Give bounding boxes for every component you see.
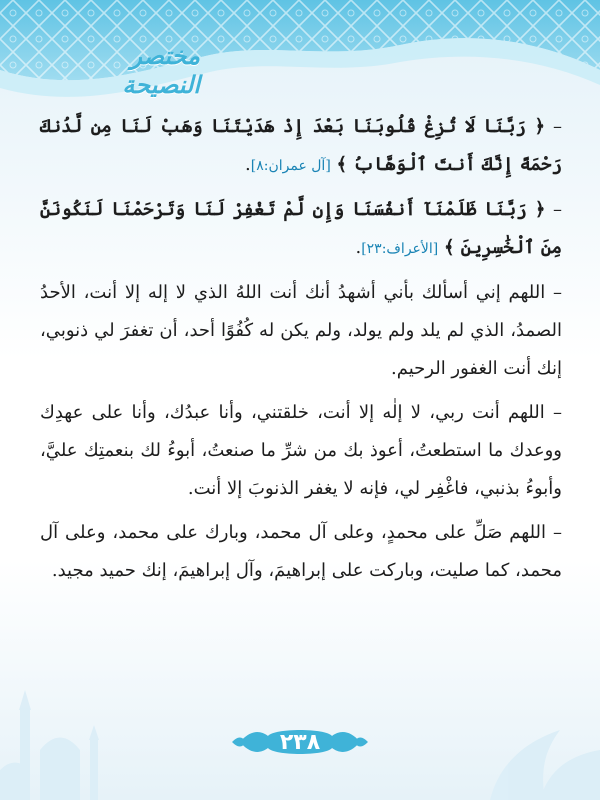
book-title: مختصر النصيحة — [122, 41, 200, 99]
prayer-paragraph — [40, 191, 562, 268]
verse-end: . — [245, 154, 251, 175]
prayer-text: اللهم إني أسألك بأني أشهدُ أنك أنت اللهُ الذي لا إله إلا أنت، الأحدُ الصمدُ، الذي لم يلد ولم يولد، ولم يكن له كُفُوًا أحد، أن تغفرَ لي ذنوبي، إنك أنت الغفور الرحيم. — [40, 282, 562, 379]
quran-verse: ﴿ رَبَّنَا ظَلَمْنَآ أَنفُسَنَا وَإِن لَّمْ تَغْفِرْ لَنَا وَتَرْحَمْنَا لَنَكُونَنَّ مِنَ ٱلْخَٰسِرِينَ ﴾ — [40, 199, 562, 258]
prayer-paragraph — [40, 514, 562, 590]
prayer-text: اللهم صَلِّ على محمدٍ، وعلى آل محمد، وبارك على محمد، وعلى آل محمد، كما صليت، وباركت على إبراهيمَ، وآل إبراهيمَ، إنك حميد مجيد. — [40, 522, 562, 581]
list-dash: – — [553, 199, 562, 220]
page-number-ornament — [230, 722, 370, 762]
prayer-paragraph — [40, 394, 562, 508]
book-title-logo — [70, 41, 200, 99]
page-number: ٢٣٨ — [279, 729, 321, 755]
list-dash: – — [553, 402, 562, 423]
list-dash: – — [552, 282, 562, 303]
list-dash: – — [553, 522, 562, 543]
verse-reference: [الأعراف:٢٣] — [361, 241, 439, 257]
prayers-text — [40, 108, 562, 708]
verse-end: . — [355, 237, 362, 258]
prayer-paragraph — [40, 274, 562, 388]
prayer-paragraph — [40, 108, 562, 185]
list-dash: – — [553, 116, 562, 137]
verse-reference: [آل عمران:٨] — [250, 158, 331, 174]
quran-verse: ﴿ رَبَّنَا لَا تُزِغْ قُلُوبَنَا بَعْدَ إِذْ هَدَيْتَنَا وَهَبْ لَنَا مِن لَّدُنكَ رَحْمَةً إِنَّكَ أَنتَ ٱلْوَهَّابُ ﴾ — [40, 116, 562, 175]
prayer-text: اللهم أنت ربي، لا إلٰه إلا أنت، خلقتني، وأنا عبدُك، وأنا على عهدِك ووعدك ما استطعتُ، أعوذ بك من شرِّ ما صنعتُ، أبوءُ لك بنعمتِك عليَّ، وأبوءُ بذنبي، فاغْفِر لي، فإنه لا يغفر الذنوبَ إلا أنت. — [40, 402, 562, 499]
